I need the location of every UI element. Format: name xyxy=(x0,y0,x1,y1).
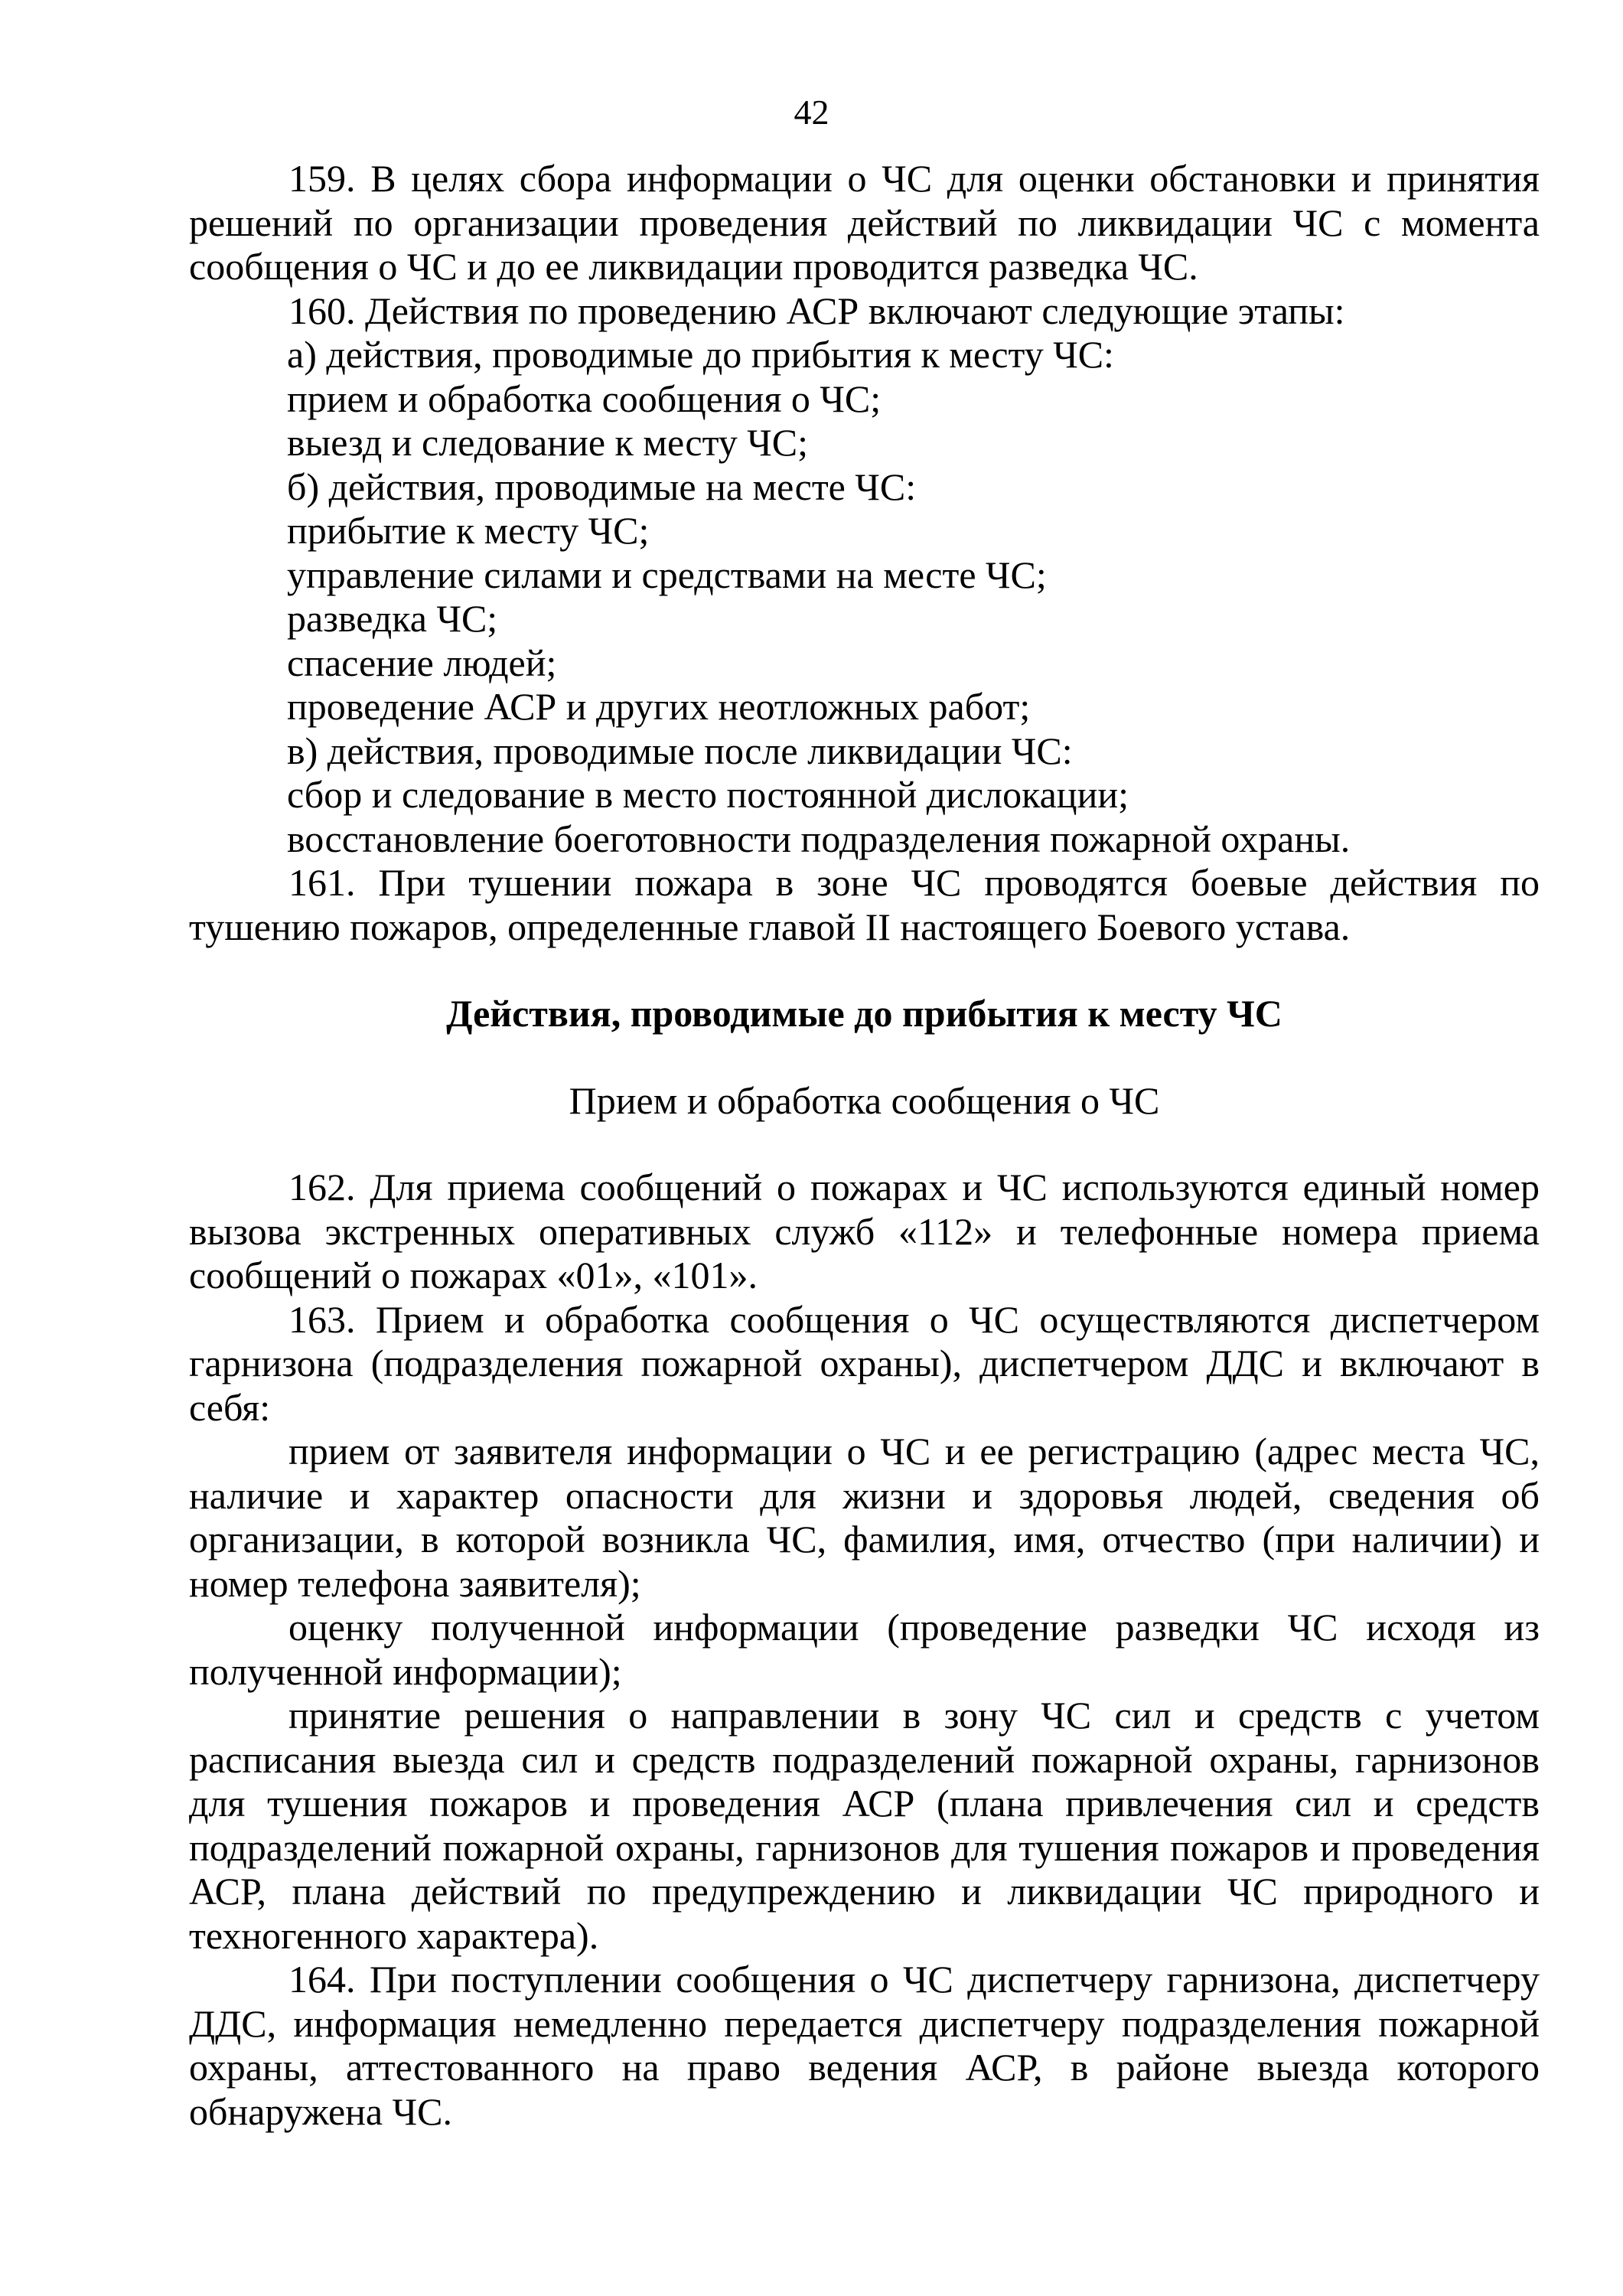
list-item: сбор и следование в место постоянной дислокации; xyxy=(287,773,1129,816)
list-item-stage-c: в) действия, проводимые после ликвидации ЧС: xyxy=(287,729,1073,772)
paragraph-164: 164. При поступлении сообщения о ЧС диспетчеру гарнизона, диспетчеру ДДС, информация немедленно передается диспетчеру подразделения пожарной охраны, аттестованного на право ведения АСР, в районе выезда которого обнаружена ЧС. xyxy=(189,1958,1540,2133)
paragraph-163-item-3: принятие решения о направлении в зону ЧС сил и средств с учетом расписания выезда сил и средств подразделений пожарной охраны, гарнизонов для тушения пожаров и проведения АСР (плана привлечения сил и средств подразделений пожарной охраны, гарнизонов для тушения пожаров и проведения АСР, плана действий по предупреждению и ликвидации ЧС природного и техногенного характера). xyxy=(189,1694,1540,1957)
list-item: восстановление боеготовности подразделения пожарной охраны. xyxy=(287,817,1351,860)
list-item: выезд и следование к месту ЧС; xyxy=(287,421,809,464)
list-item: прием и обработка сообщения о ЧС; xyxy=(287,377,882,420)
list-item: спасение людей; xyxy=(287,641,557,684)
document-body xyxy=(189,157,1540,2134)
page-number: 42 xyxy=(794,93,829,132)
paragraph-163-item-2: оценку полученной информации (проведение разведки ЧС исходя из полученной информации); xyxy=(189,1606,1540,1693)
list-item-stage-b: б) действия, проводимые на месте ЧС: xyxy=(287,465,917,508)
subsection-heading: Прием и обработка сообщения о ЧС xyxy=(569,1078,1160,1122)
paragraph-161: 161. При тушении пожара в зоне ЧС проводятся боевые действия по тушению пожаров, определенные главой II настоящего Боевого устава. xyxy=(189,861,1540,948)
paragraph-162: 162. Для приема сообщений о пожарах и ЧС используются единый номер вызова экстренных оперативных служб «112» и телефонные номера приема сообщений о пожарах «01», «101». xyxy=(189,1166,1540,1296)
list-item: проведение АСР и других неотложных работ; xyxy=(287,685,1031,728)
paragraph-163-item-1: прием от заявителя информации о ЧС и ее регистрацию (адрес места ЧС, наличие и характер опасности для жизни и здоровья людей, сведения об организации, в которой возникла ЧС, фамилия, имя, отчество (при наличии) и номер телефона заявителя); xyxy=(189,1430,1540,1605)
paragraph-160: 160. Действия по проведению АСР включают следующие этапы: xyxy=(288,289,1345,332)
list-item: разведка ЧС; xyxy=(287,597,498,640)
list-item: прибытие к месту ЧС; xyxy=(287,509,650,552)
section-heading: Действия, проводимые до прибытия к месту ЧС xyxy=(446,992,1282,1035)
list-item: управление силами и средствами на месте ЧС; xyxy=(287,553,1047,596)
paragraph-163: 163. Прием и обработка сообщения о ЧС осуществляются диспетчером гарнизона (подразделения пожарной охраны), диспетчером ДДС и включают в себя: xyxy=(189,1297,1540,1429)
list-item-stage-a: а) действия, проводимые до прибытия к месту ЧС: xyxy=(287,333,1114,376)
paragraph-159: 159. В целях сбора информации о ЧС для оценки обстановки и принятия решений по организации проведения действий по ликвидации ЧС с момента сообщения о ЧС и до ее ликвидации проводится разведка ЧС. xyxy=(189,157,1540,288)
